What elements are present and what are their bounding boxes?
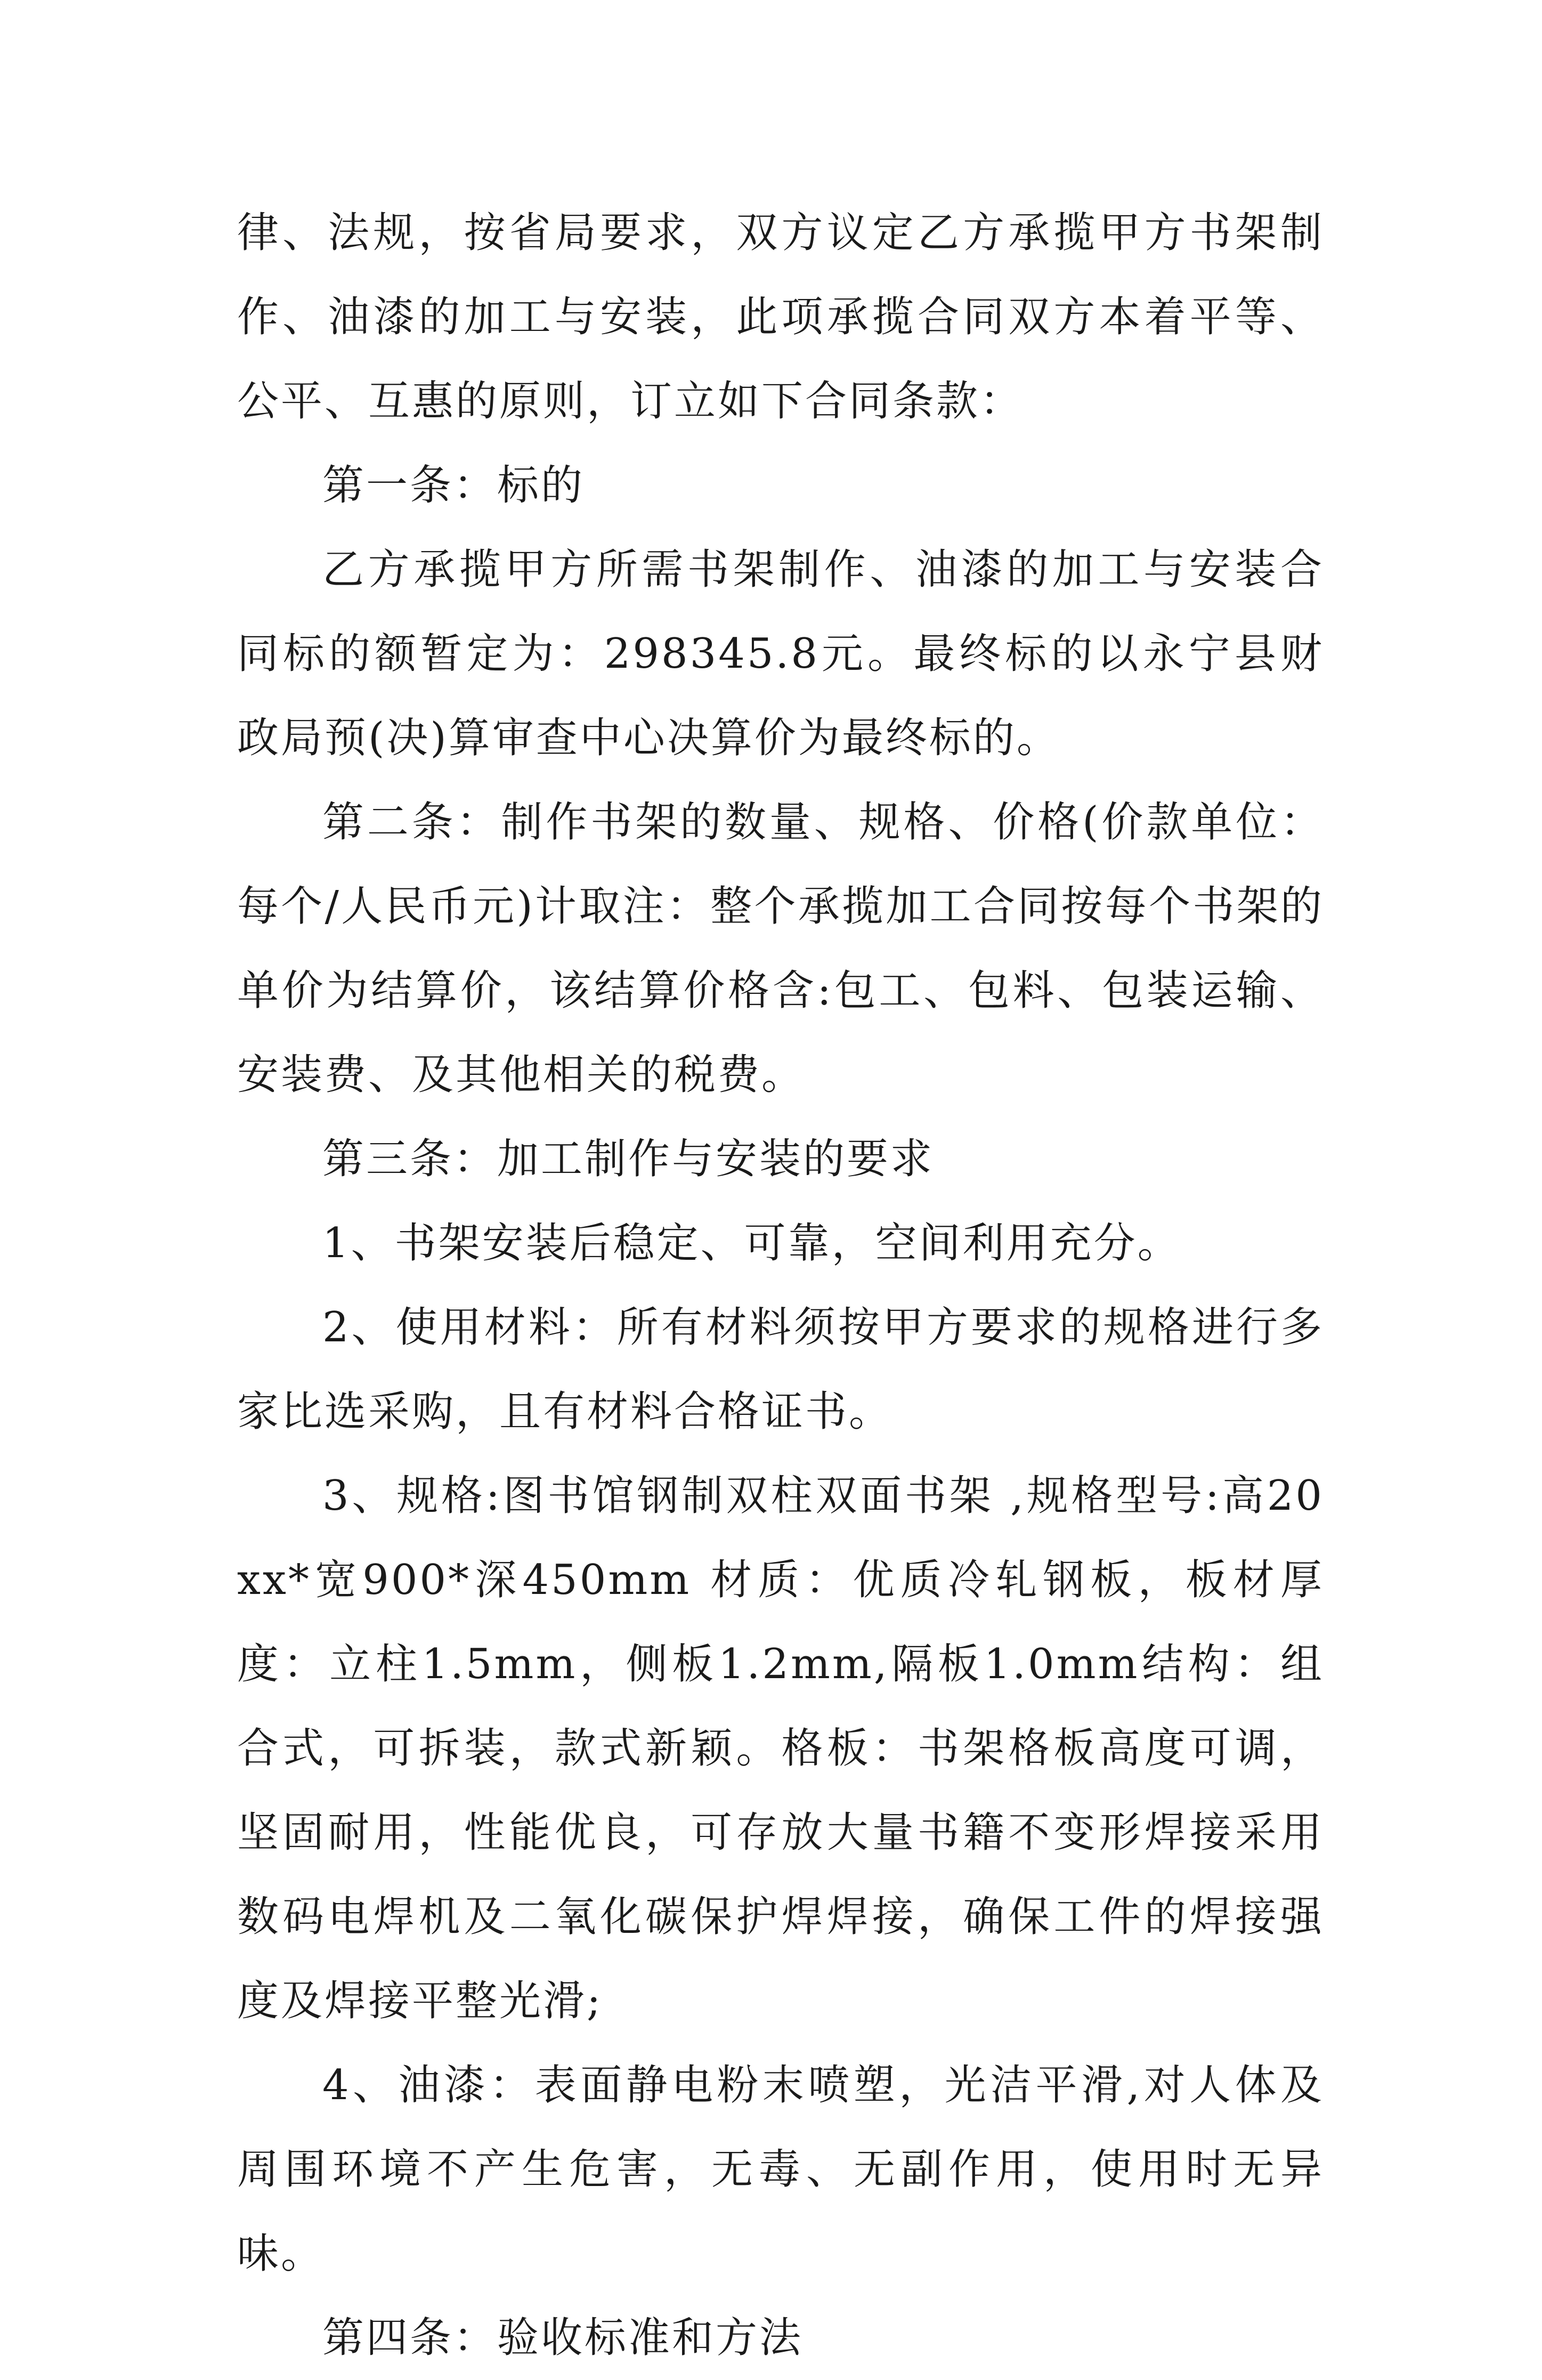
article-4-heading: 第四条：验收标准和方法 xyxy=(322,2314,804,2362)
article-3-heading: 第三条：加工制作与安装的要求 xyxy=(322,1135,935,1183)
requirement-3: 3、规格:图书馆钢制双柱双面书架 ,规格型号:高20xx*宽900*深450mm 材质：优质冷轧钢板，板材厚度：立柱1.5mm，侧板1.2mm,隔板1.0mm结构：组合式，可拆装，款式新颖。格板：书架格板高度可调，坚固耐用，性能优良，可存放大量书籍不变形焊接采用数码电焊机及二氧化碳保护焊焊接，确保工件的焊接强度及焊接平整光滑; xyxy=(237,1472,1324,2025)
requirement-4: 4、油漆：表面静电粉末喷塑，光洁平滑,对人体及周围环境不产生危害，无毒、无副作用，使用时无异味。 xyxy=(237,2061,1324,2278)
requirement-1: 1、书架安装后稳定、可靠，空间利用充分。 xyxy=(322,1219,1181,1267)
article-2-heading: 第二条：制作书架的数量、规格、价格(价款单位：每个/人民币元)计取注：整个承揽加工合同按每个书架的单价为结算价，该结算价格含:包工、包料、包装运输、安装费、及其他相关的税费。 xyxy=(237,798,1324,1099)
paragraph-continued-intro: 律、法规，按省局要求，双方议定乙方承揽甲方书架制作、油漆的加工与安装，此项承揽合同双方本着平等、公平、互惠的原则，订立如下合同条款： xyxy=(237,209,1324,425)
article-1-body: 乙方承揽甲方所需书架制作、油漆的加工与安装合同标的额暂定为：298345.8元。最终标的以永宁县财政局预(决)算审查中心决算价为最终标的。 xyxy=(237,546,1324,762)
article-1-heading: 第一条：标的 xyxy=(322,462,585,509)
document-body xyxy=(237,191,1324,2380)
requirement-2: 2、使用材料：所有材料须按甲方要求的规格进行多家比选采购，且有材料合格证书。 xyxy=(237,1304,1324,1436)
